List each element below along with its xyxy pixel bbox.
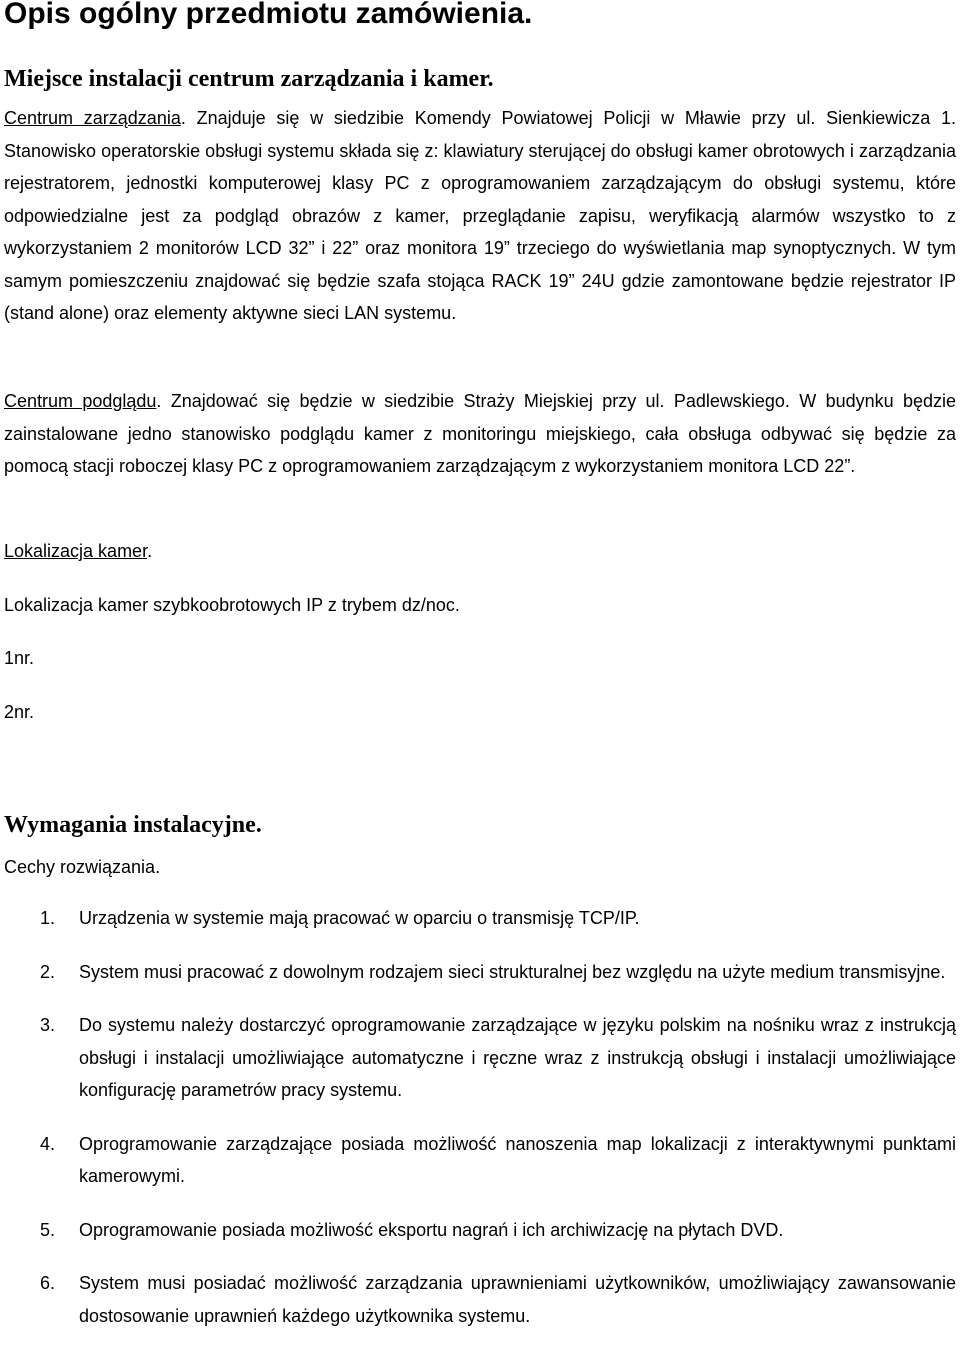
- list-item: [0, 1128, 960, 1193]
- list-item-number: 2.: [40, 961, 56, 982]
- list-item: [0, 902, 960, 935]
- section-heading-installation-location: Miejsce instalacji centrum zarządzania i kamer.: [4, 66, 494, 92]
- paragraph-management-center: [4, 102, 956, 330]
- management-center-label: Centrum zarządzania: [4, 108, 181, 128]
- list-item-number: 5.: [40, 1219, 56, 1240]
- list-item-text: Urządzenia w systemie mają pracować w oparciu o transmisję TCP/IP.: [79, 908, 640, 928]
- list-item-text: System musi posiadać możliwość zarządzania uprawnieniami użytkowników, umożliwiający zawansowanie dostosowanie uprawnień każdego użytkownika systemu.: [79, 1273, 956, 1326]
- camera-location-dot: .: [147, 541, 153, 561]
- document-title: Opis ogólny przedmiotu zamówienia.: [4, 0, 533, 30]
- list-item-text: Oprogramowanie zarządzające posiada możliwość nanoszenia map lokalizacji z interaktywnymi punktami kamerowymi.: [79, 1133, 956, 1186]
- location-item-1nr: 1nr.: [4, 648, 35, 668]
- list-item-number: 1.: [40, 908, 56, 928]
- list-item-text: Do systemu należy dostarczyć oprogramowanie zarządzające w języku polskim na nośniku wraz z instrukcją obsługi i instalacji umożliwiające automatyczne i ręczne wraz z instrukcją obsługi i instalacji umożliwiające konfigurację parametrów pracy systemu.: [79, 1015, 956, 1100]
- list-item: [0, 1267, 960, 1332]
- list-item-text: System musi pracować z dowolnym rodzajem sieci strukturalnej bez względu na użyte medium transmisyjne.: [79, 961, 946, 982]
- list-item: [0, 956, 960, 989]
- features-label: Cechy rozwiązania.: [4, 857, 161, 877]
- list-item-text: Oprogramowanie posiada możliwość eksportu nagrań i ich archiwizację na płytach DVD.: [79, 1219, 784, 1240]
- section-heading-installation-requirements: Wymagania instalacyjne.: [4, 812, 262, 838]
- list-item-number: 3.: [40, 1015, 56, 1035]
- camera-location-heading: [4, 535, 152, 567]
- list-item-number: 6.: [40, 1273, 56, 1293]
- location-item-2nr: 2nr.: [4, 702, 35, 722]
- ptz-camera-location-text: Lokalizacja kamer szybkoobrotowych IP z trybem dz/noc.: [4, 595, 460, 615]
- list-item-number: 4.: [40, 1133, 56, 1154]
- management-center-text: . Znajduje się w siedzibie Komendy Powiatowej Policji w Mławie przy ul. Sienkiewicza 1. Stanowisko operatorskie obsługi systemu składa się z: klawiatury sterującej do obsługi kamer obrotowych i zarządzania rejestratorem, jednostki komputerowej klasy PC z oprogramowaniem zarządzającym do obsługi systemu, które odpowiedzialne jest za podgląd obrazów z kamer, przeglądanie zapisu, weryfikacją alarmów wszystko to z wykorzystaniem 2 monitorów LCD 32” i 22” oraz monitora 19” trzeciego do wyświetlania map synoptycznych. W tym samym pomieszczeniu znajdować się będzie szafa stojąca RACK 19” 24U gdzie zamontowane będzie rejestrator IP (stand alone) oraz elementy aktywne sieci LAN systemu.: [4, 108, 956, 323]
- camera-location-label: Lokalizacja kamer: [4, 541, 148, 561]
- preview-center-label: Centrum podglądu: [4, 391, 157, 411]
- preview-center-text: . Znajdować się będzie w siedzibie Straży Miejskiej przy ul. Padlewskiego. W budynku będzie zainstalowane jedno stanowisko podglądu kamer z monitoringu miejskiego, cała obsługa odbywać się będzie za pomocą stacji roboczej klasy PC z oprogramowaniem zarządzającym z wykorzystaniem monitora LCD 22”.: [4, 391, 956, 476]
- list-item: [0, 1214, 960, 1247]
- paragraph-preview-center: [4, 385, 956, 483]
- requirements-list: [0, 902, 960, 1332]
- list-item: [0, 1009, 960, 1107]
